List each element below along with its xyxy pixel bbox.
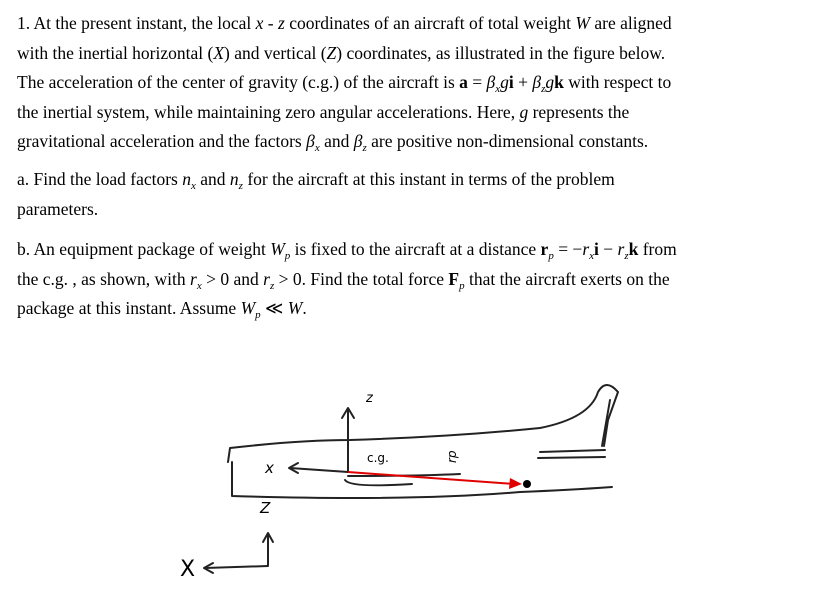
part-a-line-2: parameters. [17, 198, 99, 219]
wing-line-lower [345, 480, 412, 485]
x-local-label: x [265, 459, 274, 477]
part-b-line-2: the c.g. , as shown, with $r_x > 0$ and $r_z > 0$. Find the total force $F_p$ that the aircraft exerts on the [17, 268, 670, 292]
Z-inertial-label: Z [260, 499, 271, 517]
rp-vector-arrowhead [509, 478, 522, 489]
part-b [17, 235, 807, 324]
tail-line-2 [538, 457, 605, 458]
intro-line-4: the inertial system, while maintaining zero angular accelerations. Here, g represents the [17, 101, 630, 122]
rp-vector-arrow [348, 472, 515, 484]
rp-label: rp [445, 450, 459, 463]
tail-fin-line [602, 400, 610, 446]
inertial-Z-arrowhead [263, 533, 273, 542]
intro-line-1: 1. At the present instant, the local x - z coordinates of an aircraft of total weight W are aligned [17, 13, 672, 33]
fuselage-top-outline [228, 385, 618, 462]
problem-intro [17, 9, 807, 157]
equipment-package-dot [523, 480, 531, 488]
x-axis-line [290, 468, 348, 472]
inertial-X-arrowhead [204, 563, 213, 573]
intro-line-2: with the inertial horizontal (X) and vertical (Z) coordinates, as illustrated in the figure below. [17, 42, 666, 63]
X-inertial-label: X [180, 557, 196, 582]
part-b-line-3: package at this instant. Assume $W_p$ ≪ W. [17, 298, 307, 321]
inertial-X-axis [205, 566, 268, 568]
intro-line-3: The acceleration of the center of gravity (c.g.) of the aircraft is $a = \beta_xgi + \beta_zgk$ with respect to [17, 72, 672, 95]
z-axis-arrowhead [342, 408, 354, 418]
part-a [17, 165, 807, 224]
z-local-label: z [366, 391, 373, 406]
tail-line-1 [540, 450, 605, 452]
cg-label: c.g. [367, 451, 389, 465]
intro-line-5: gravitational acceleration and the factors $\beta_x$ and $\beta_z$ are positive non-dimensional constants. [17, 131, 649, 154]
fuselage-bottom-outline [232, 462, 612, 498]
wing-line-upper [348, 474, 460, 476]
part-a-line-1: a. Find the load factors $n_x$ and $n_z$ for the aircraft at this instant in terms of the problem [17, 169, 615, 192]
part-b-line-1: b. An equipment package of weight $W_p$ is fixed to the aircraft at a distance $r_p = -r_xi - r_zk$ from [17, 239, 677, 262]
x-axis-arrowhead [289, 463, 298, 473]
